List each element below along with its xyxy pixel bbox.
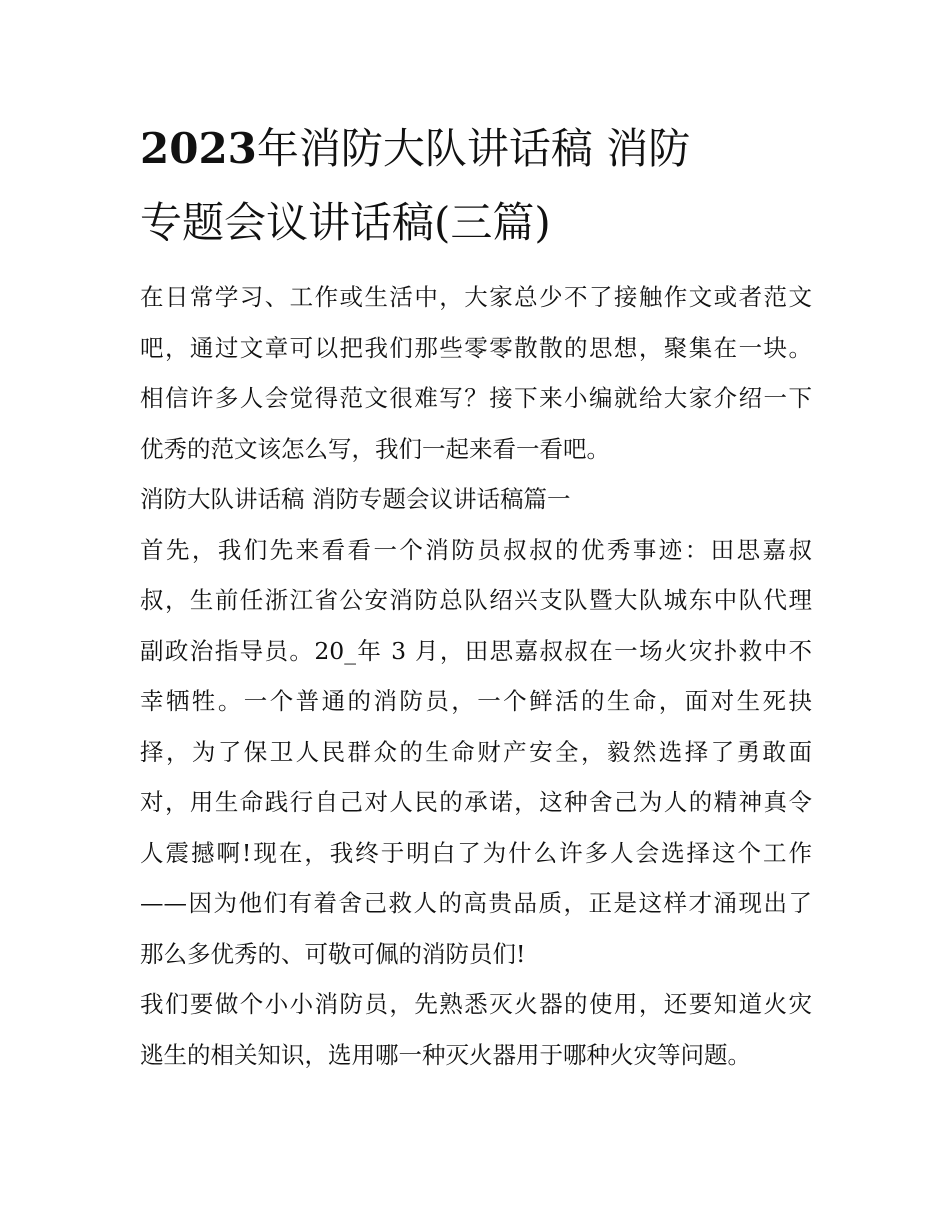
body-line: 择，为了保卫人民群众的生命财产安全，毅然选择了勇敢面 <box>140 737 812 766</box>
body-line: 在日常学习、工作或生活中，大家总少不了接触作文或者范文 <box>140 283 812 311</box>
body-line: 对，用生命践行自己对人民的承诺，这种舍己为人的精神真令 <box>140 788 812 816</box>
body-line: 相信许多人会觉得范文很难写？接下来小编就给大家介绍一下 <box>140 384 812 412</box>
body-line: 副政治指导员。20_年 3 月，田思嘉叔叔在一场火灾扑救中不 <box>140 636 812 665</box>
body-line: 人震撼啊!现在，我终于明白了为什么许多人会选择这个工作 <box>140 838 812 867</box>
body-line: 优秀的范文该怎么写，我们一起来看一看吧。 <box>140 434 610 463</box>
document-title <box>140 112 812 260</box>
body-line: ——因为他们有着舍己救人的高贵品质，正是这样才涌现出了 <box>140 889 812 917</box>
body-line: 叔，生前任浙江省公安消防总队绍兴支队暨大队城东中队代理 <box>140 586 812 614</box>
body-line: 那么多优秀的、可敬可佩的消防员们! <box>140 939 526 968</box>
body-line: 首先，我们先来看看一个消防员叔叔的优秀事迹：田思嘉叔 <box>140 535 812 564</box>
title-line-2: 专题会议讲话稿(三篇) <box>140 198 551 247</box>
body-line: 吧，通过文章可以把我们那些零零散散的思想，聚集在一块。 <box>140 333 812 362</box>
title-line-1 <box>140 112 812 186</box>
body-line: 幸牺牲。一个普通的消防员，一个鲜活的生命，面对生死抉 <box>140 687 812 715</box>
document-body <box>140 272 812 1080</box>
body-line: 逃生的相关知识，选用哪一种灭火器用于哪种火灾等问题。 <box>140 1040 751 1069</box>
body-line: 消防大队讲话稿 消防专题会议讲话稿篇一 <box>140 485 571 513</box>
document-page <box>140 112 812 1080</box>
body-line: 我们要做个小小消防员，先熟悉灭火器的使用，还要知道火灾 <box>140 990 812 1018</box>
title-year: 2023 <box>140 124 257 173</box>
title-line-1-rest: 年消防大队讲话稿 消防 <box>256 124 691 173</box>
